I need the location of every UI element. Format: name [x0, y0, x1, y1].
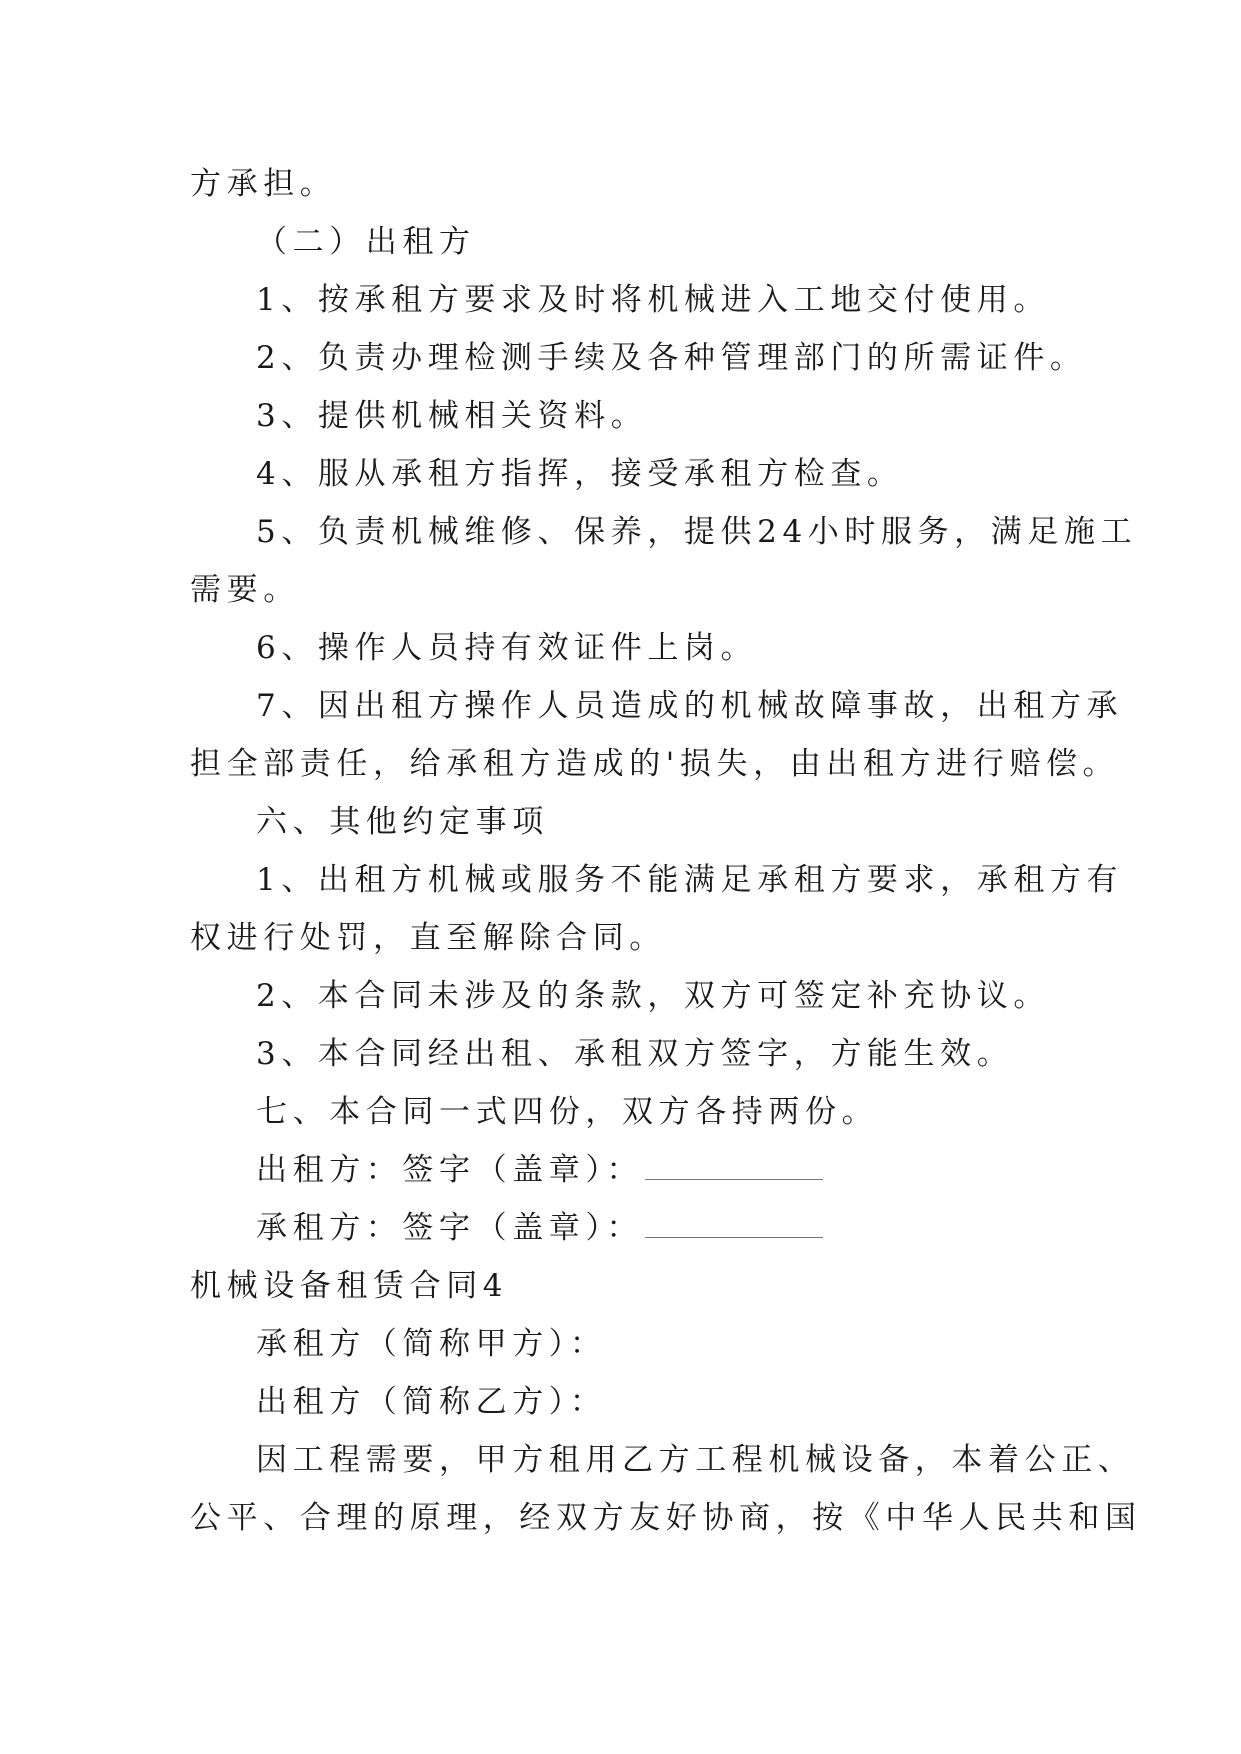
- paragraph-line: 2、负责办理检测手续及各种管理部门的所需证件。: [256, 340, 1087, 376]
- section-heading-other-terms: 六、其他约定事项: [256, 804, 549, 840]
- paragraph-line: 需要。: [190, 572, 300, 608]
- paragraph-line: 因工程需要，甲方租用乙方工程机械设备，本着公正、: [256, 1442, 1135, 1478]
- signature-label: 出租方：签字（盖章）：: [256, 1152, 644, 1188]
- signature-line-lessor: [256, 1150, 823, 1190]
- paragraph-line: 3、提供机械相关资料。: [256, 398, 648, 434]
- signature-label: 承租方：签字（盖章）：: [256, 1210, 644, 1246]
- signature-line-lessee: [256, 1208, 823, 1248]
- paragraph-line: 方承担。: [190, 166, 337, 202]
- contract-title: 机械设备租赁合同4: [190, 1268, 509, 1304]
- paragraph-line: 1、出租方机械或服务不能满足承租方要求，承租方有: [256, 862, 1124, 898]
- paragraph-line: 担全部责任，给承租方造成的'损失，由出租方进行赔偿。: [190, 746, 1120, 782]
- paragraph-line: 4、服从承租方指挥，接受承租方检查。: [256, 456, 904, 492]
- paragraph-line: 3、本合同经出租、承租双方签字，方能生效。: [256, 1036, 1014, 1072]
- signature-blank: [645, 1153, 823, 1180]
- paragraph-line: 7、因出租方操作人员造成的机械故障事故，出租方承: [256, 688, 1124, 724]
- paragraph-line: 6、操作人员持有效证件上岗。: [256, 630, 758, 666]
- paragraph-line: 1、按承租方要求及时将机械进入工地交付使用。: [256, 282, 1050, 318]
- paragraph-line: 公平、合理的原理，经双方友好协商，按《中华人民共和国: [190, 1500, 1142, 1536]
- signature-blank: [645, 1211, 823, 1238]
- party-b-line: 出租方（简称乙方）：: [256, 1384, 607, 1420]
- party-a-line: 承租方（简称甲方）：: [256, 1326, 607, 1362]
- paragraph-line: 2、本合同未涉及的条款，双方可签定补充协议。: [256, 978, 1050, 1014]
- paragraph-line: 5、负责机械维修、保养，提供24小时服务，满足施工: [256, 514, 1138, 550]
- section-heading-lessor: （二）出租方: [256, 224, 476, 260]
- paragraph-line: 权进行处罚，直至解除合同。: [190, 920, 666, 956]
- paragraph-line: 七、本合同一式四份，双方各持两份。: [256, 1094, 879, 1130]
